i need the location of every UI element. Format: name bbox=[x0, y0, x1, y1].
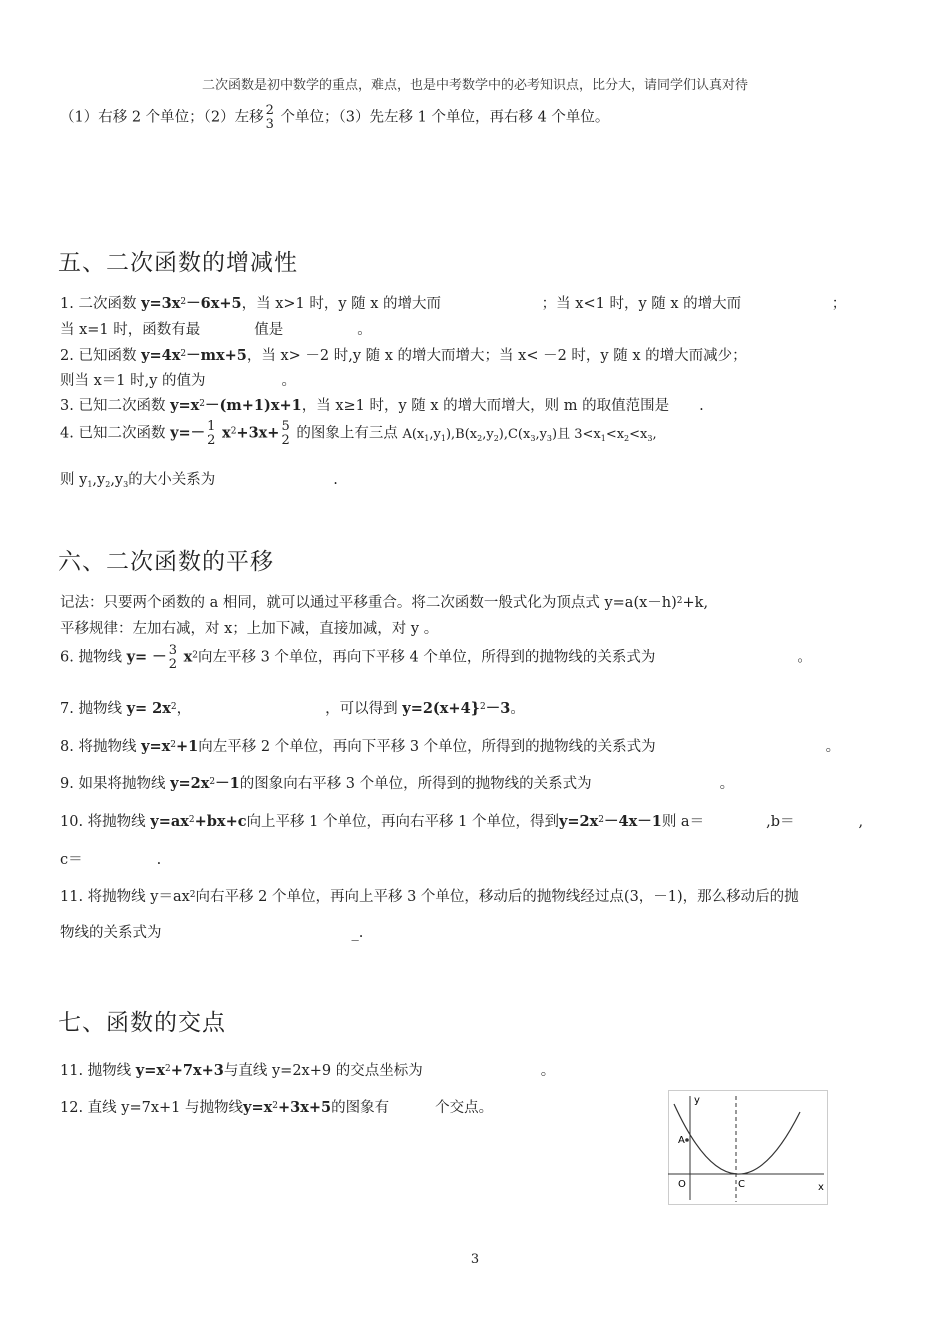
question-6: 6. 抛物线 y= － 3 2 $x^2$向左平移 3 个单位，再向下平移 4 个单位，所得到的抛物线的关系式为 。 bbox=[60, 643, 812, 672]
section-title-7: 七、函数的交点 bbox=[58, 1010, 226, 1036]
page-number: 3 bbox=[470, 1252, 480, 1267]
text: 个单位；（3）先左移 1 个单位，再右移 4 个单位。 bbox=[280, 109, 610, 126]
memo-line-2: 平移规律：左加右减，对 x；上加下减，直接加减，对 y 。 bbox=[60, 621, 439, 637]
fraction: 5 2 bbox=[281, 419, 290, 448]
y-axis-label: y bbox=[694, 1095, 700, 1106]
question-1: 1. 二次函数 $y=3x^2-6x+5$，当 x>1 时，y 随 x 的增大而 ；当 x<1 时，y 随 x 的增大而 ； bbox=[60, 295, 847, 312]
question-4: 4. 已知二次函数 y=－ 1 2 $x^2+3x+$ 5 2 的图象上有三点 $A(x_1,y_1),B(x_2,y_2),C(x_3,y_3)$且 $3<x_1<x_2<x_3$, bbox=[60, 419, 657, 448]
question-3: 3. 已知二次函数 $y=x^2-(m+1)x+1$，当 x≥1 时，y 随 x 的增大而增大，则 m 的取值范围是 . bbox=[60, 397, 704, 414]
fraction: 1 2 bbox=[207, 419, 216, 448]
memo-line-1: 记法：只要两个函数的 a 相同，就可以通过平移重合。将二次函数一般式化为顶点式 $y=a(x-h)^2+k$, bbox=[60, 595, 709, 611]
question-10-line2: c＝ . bbox=[60, 852, 162, 868]
fraction: 2 3 bbox=[265, 103, 274, 132]
point-c-label: C bbox=[738, 1179, 745, 1190]
section-title-6: 六、二次函数的平移 bbox=[58, 549, 274, 575]
question-2-line2: 则当 x＝1 时,y 的值为 。 bbox=[60, 373, 297, 389]
question-11-line2: 物线的关系式为 _. bbox=[60, 925, 364, 941]
question-8: 8. 将抛物线 $y=x^2+1$向左平移 2 个单位，再向下平移 3 个单位，所得到的抛物线的关系式为 。 bbox=[60, 738, 841, 755]
question-10: 10. 将抛物线 $y=ax^2+bx+c$向上平移 1 个单位，再向右平移 1 个单位，得到$y=2x^2-4x-1$则 a＝ ,b＝ , bbox=[60, 813, 864, 830]
page-header-note: 二次函数是初中数学的重点，难点，也是中考数学中的必考知识点，比分大，请同学们认真对待 bbox=[201, 78, 748, 93]
continuation-line bbox=[60, 104, 609, 131]
origin-label: O bbox=[678, 1179, 686, 1190]
question-7: 7. 抛物线 $y= 2x^2$， ，可以得到 y=2(x+4}$^2$－3。 bbox=[60, 700, 525, 717]
point-a bbox=[685, 1138, 689, 1142]
question-1-line2: 当 x=1 时，函数有最 值是 。 bbox=[60, 322, 372, 338]
question-7-12: 12. 直线 y=7x+1 与抛物线$y=x^2+3x+5$的图象有 个交点。 bbox=[60, 1099, 494, 1116]
parabola-graph bbox=[668, 1090, 828, 1205]
fraction: 3 2 bbox=[168, 643, 177, 672]
point-a-label: A bbox=[678, 1135, 685, 1146]
x-axis-label: x bbox=[818, 1182, 824, 1193]
question-4-line2: 则 $y_1,y_2,y_3$的大小关系为 . bbox=[60, 472, 338, 489]
question-7-11: 11. 抛物线 $y=x^2+7x+3$与直线 y=2x+9 的交点坐标为 。 bbox=[60, 1062, 556, 1079]
question-9: 9. 如果将抛物线 $y=2x^2-1$的图象向右平移 3 个单位，所得到的抛物线的关系式为 。 bbox=[60, 775, 735, 792]
question-2: 2. 已知函数 $y=4x^2-mx+5$，当 x> －2 时,y 随 x 的增大而增大；当 x< －2 时，y 随 x 的增大而减少； bbox=[60, 347, 747, 364]
graph-border bbox=[669, 1091, 828, 1205]
question-11: 11. 将抛物线 $y=ax^2$向右平移 2 个单位，再向上平移 3 个单位，移动后的抛物线经过点(3，－1)，那么移动后的抛 bbox=[60, 889, 799, 905]
text: （1）右移 2 个单位；（2）左移 bbox=[60, 109, 264, 126]
section-title-5: 五、二次函数的增减性 bbox=[58, 250, 298, 276]
